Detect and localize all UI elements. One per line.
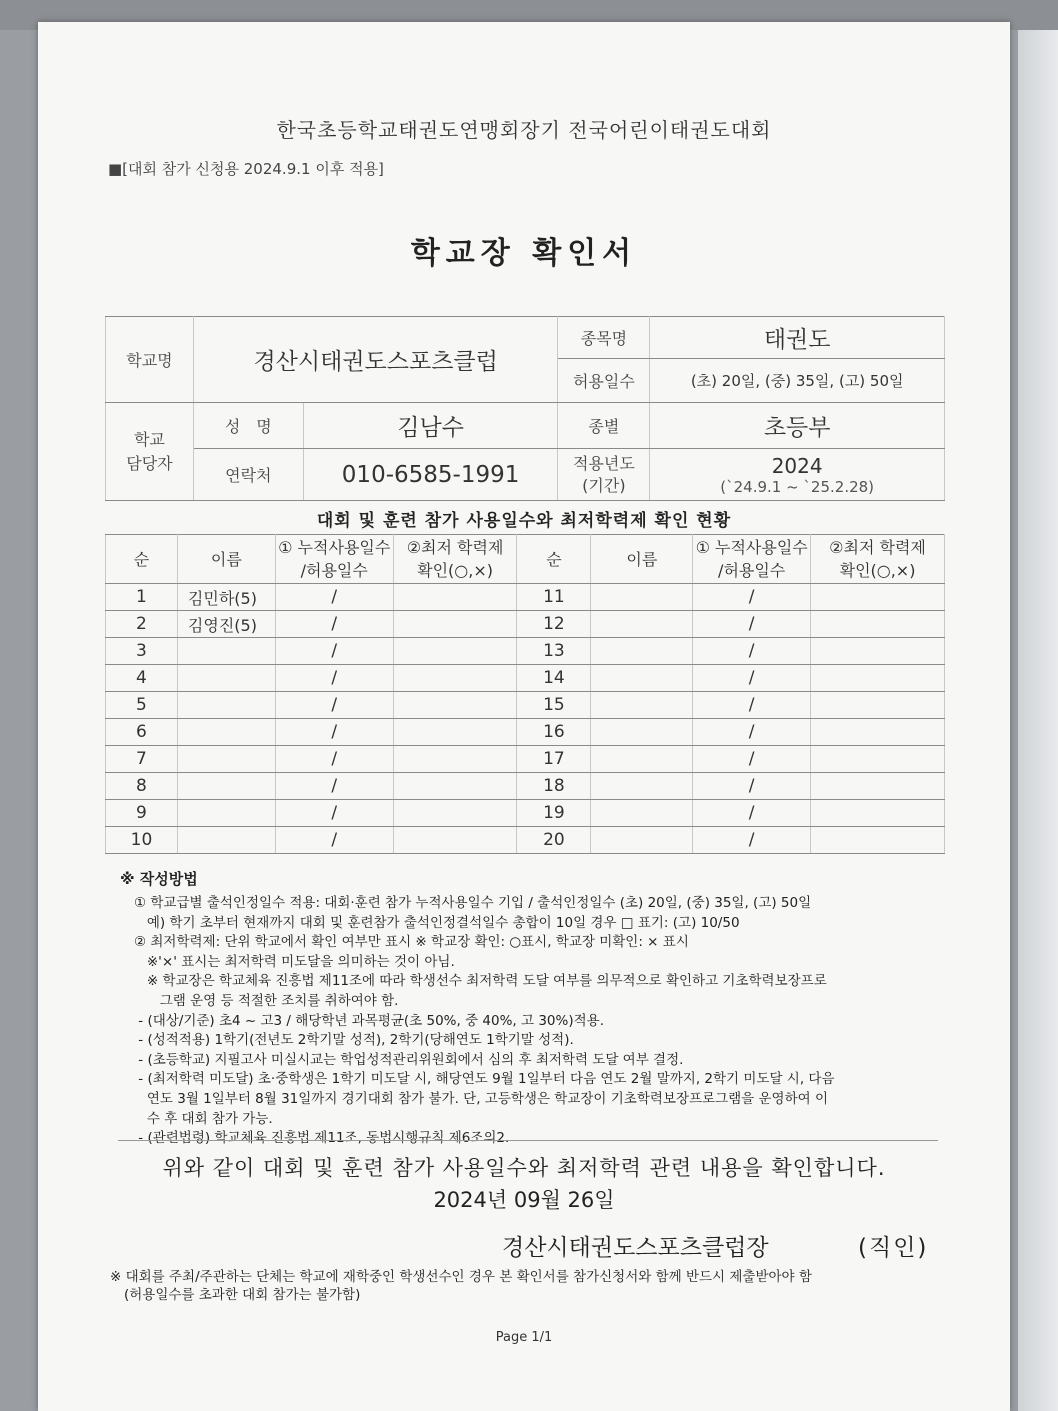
row-check bbox=[811, 611, 945, 638]
row-check bbox=[811, 692, 945, 719]
application-notice: ■[대회 참가 신청용 2024.9.1 이후 적용] bbox=[108, 160, 384, 178]
footnote bbox=[110, 1268, 990, 1304]
row-no: 19 bbox=[517, 800, 591, 827]
participant-status-table bbox=[105, 534, 945, 854]
confirmation-text: 위와 같이 대회 및 훈련 참가 사용일수와 최저학력 관련 내용을 확인합니다. bbox=[162, 1156, 886, 1180]
table-row bbox=[106, 719, 945, 746]
document-page bbox=[38, 22, 1010, 1411]
row-days: / bbox=[693, 692, 811, 719]
manager-label: 학교 담당자 bbox=[106, 403, 194, 501]
table-row bbox=[106, 611, 945, 638]
row-check bbox=[811, 773, 945, 800]
table-row bbox=[106, 746, 945, 773]
row-no: 16 bbox=[517, 719, 591, 746]
row-name bbox=[591, 611, 693, 638]
row-days: / bbox=[693, 638, 811, 665]
row-check bbox=[811, 827, 945, 854]
row-days: / bbox=[693, 719, 811, 746]
col-name-header: 이름 bbox=[177, 535, 275, 584]
row-name: 김영진(5) bbox=[177, 611, 275, 638]
row-name bbox=[177, 800, 275, 827]
row-days: / bbox=[693, 773, 811, 800]
school-name-label: 학교명 bbox=[106, 317, 194, 403]
table-row bbox=[106, 665, 945, 692]
row-name bbox=[177, 746, 275, 773]
row-check bbox=[811, 584, 945, 611]
table-row bbox=[106, 638, 945, 665]
row-days: / bbox=[693, 665, 811, 692]
instruction-line: - (최저학력 미도달) 초·중학생은 1학기 미도달 시, 해당연도 9월 1일부터 다음 연도 2월 말까지, 2학기 미도달 시, 다음 bbox=[134, 1071, 835, 1088]
row-name bbox=[591, 692, 693, 719]
footnote-line: ※ 대회를 주최/주관하는 단체는 학교에 재학중인 학생선수인 경우 본 확인서를 참가신청서와 함께 반드시 제출받아야 함 bbox=[110, 1269, 812, 1285]
row-check bbox=[811, 719, 945, 746]
row-days: / bbox=[693, 584, 811, 611]
allowed-days-label: 허용일수 bbox=[558, 359, 650, 403]
row-no: 18 bbox=[517, 773, 591, 800]
instruction-line: - (대상/기준) 초4 ~ 고3 / 해당학년 과목평균(초 50%, 중 40%, 고 30%)적용. bbox=[134, 1012, 604, 1029]
page-number: Page 1/1 bbox=[495, 1330, 553, 1345]
manager-name-label: 성 명 bbox=[193, 403, 303, 449]
event-value: 태권도 bbox=[650, 317, 945, 359]
row-days: / bbox=[275, 611, 393, 638]
row-check bbox=[393, 773, 517, 800]
row-check bbox=[393, 746, 517, 773]
applied-year-period: (`24.9.1 ~ `25.2.28) bbox=[720, 477, 875, 496]
manager-name-value: 김남수 bbox=[303, 403, 558, 449]
row-check bbox=[393, 584, 517, 611]
row-name bbox=[177, 665, 275, 692]
row-days: / bbox=[275, 692, 393, 719]
row-check bbox=[393, 692, 517, 719]
row-name bbox=[591, 800, 693, 827]
row-no: 13 bbox=[517, 638, 591, 665]
instructions-body bbox=[134, 894, 954, 1149]
row-name bbox=[177, 773, 275, 800]
event-label: 종목명 bbox=[558, 317, 650, 359]
row-no: 9 bbox=[106, 800, 178, 827]
instruction-line: ② 최저학력제: 단위 학교에서 확인 여부만 표시 ※ 학교장 확인: ○표시, 학교장 미확인: × 표시 bbox=[134, 934, 689, 951]
row-check bbox=[811, 746, 945, 773]
applied-year-label: 적용년도 (기간) bbox=[558, 449, 650, 501]
row-no: 20 bbox=[517, 827, 591, 854]
row-no: 10 bbox=[106, 827, 178, 854]
instruction-line: 그램 운영 등 적절한 조치를 취하여야 함. bbox=[134, 992, 399, 1009]
division-label: 종별 bbox=[558, 403, 650, 449]
footnote-line: (허용일수를 초과한 대회 참가는 불가함) bbox=[124, 1287, 361, 1303]
row-check bbox=[811, 638, 945, 665]
row-no: 4 bbox=[106, 665, 178, 692]
row-name bbox=[591, 746, 693, 773]
row-days: / bbox=[275, 800, 393, 827]
row-name bbox=[591, 719, 693, 746]
row-name bbox=[591, 638, 693, 665]
row-no: 8 bbox=[106, 773, 178, 800]
row-days: / bbox=[275, 827, 393, 854]
contact-label: 연락처 bbox=[193, 449, 303, 501]
row-name bbox=[177, 692, 275, 719]
row-name bbox=[591, 665, 693, 692]
col-days-header: ① 누적사용일수 /허용일수 bbox=[693, 535, 811, 584]
row-no: 7 bbox=[106, 746, 178, 773]
applied-year-value: 2024 bbox=[771, 453, 823, 478]
row-days: / bbox=[275, 719, 393, 746]
row-days: / bbox=[693, 611, 811, 638]
row-name bbox=[177, 827, 275, 854]
row-no: 17 bbox=[517, 746, 591, 773]
row-check bbox=[393, 719, 517, 746]
row-check bbox=[811, 665, 945, 692]
instruction-line: ※'×' 표시는 최저학력 미도달을 의미하는 것이 아님. bbox=[134, 953, 455, 970]
table-row bbox=[106, 692, 945, 719]
row-no: 14 bbox=[517, 665, 591, 692]
row-days: / bbox=[275, 773, 393, 800]
col-name-header: 이름 bbox=[591, 535, 693, 584]
col-check-header: ②최저 학력제 확인(○,×) bbox=[811, 535, 945, 584]
row-check bbox=[393, 827, 517, 854]
allowed-days-value: (초) 20일, (중) 35일, (고) 50일 bbox=[650, 359, 945, 403]
school-name-value: 경산시태권도스포츠클럽 bbox=[193, 317, 558, 403]
official-seal-label: (직인) bbox=[858, 1235, 929, 1261]
instruction-line: - (관련법령) 학교체육 진흥법 제11조, 동법시행규칙 제6조의2. bbox=[134, 1130, 510, 1147]
row-days: / bbox=[275, 746, 393, 773]
col-no-header: 순 bbox=[517, 535, 591, 584]
row-no: 3 bbox=[106, 638, 178, 665]
row-no: 5 bbox=[106, 692, 178, 719]
instruction-line: ※ 학교장은 학교체육 진흥법 제11조에 따라 학생선수 최저학력 도달 여부를 의무적으로 확인하고 기초학력보장프로 bbox=[134, 973, 827, 990]
divider bbox=[118, 1140, 938, 1141]
row-check bbox=[811, 800, 945, 827]
table-row bbox=[106, 800, 945, 827]
row-name bbox=[177, 719, 275, 746]
row-no: 1 bbox=[106, 584, 178, 611]
row-days: / bbox=[693, 746, 811, 773]
row-no: 2 bbox=[106, 611, 178, 638]
row-check bbox=[393, 638, 517, 665]
applied-year-cell bbox=[650, 449, 945, 501]
division-value: 초등부 bbox=[650, 403, 945, 449]
row-name bbox=[177, 638, 275, 665]
tournament-header: 한국초등학교태권도연맹회장기 전국어린이태권도대회 bbox=[276, 118, 772, 142]
row-days: / bbox=[693, 800, 811, 827]
col-check-header: ②최저 학력제 확인(○,×) bbox=[393, 535, 517, 584]
row-check bbox=[393, 800, 517, 827]
row-no: 11 bbox=[517, 584, 591, 611]
instruction-line: ① 학교급별 출석인정일수 적용: 대회·훈련 참가 누적사용일수 기입 / 출석인정일수 (초) 20일, (중) 35일, (고) 50일 bbox=[134, 895, 812, 911]
instruction-line: - (초등학교) 지필고사 미실시교는 학업성적관리위원회에서 심의 후 최저학력 도달 여부 결정. bbox=[134, 1051, 684, 1068]
instruction-line: 예) 학기 초부터 현재까지 대회 및 훈련참가 출석인정결석일수 총합이 10일 경우 □ 표기: (고) 10/50 bbox=[134, 914, 740, 931]
instruction-line: 연도 3월 1일부터 8월 31일까지 경기대회 참가 불가. 단, 고등학생은 학교장이 기초학력보장프로그램을 운영하여 이 bbox=[134, 1090, 828, 1107]
row-no: 6 bbox=[106, 719, 178, 746]
row-no: 12 bbox=[517, 611, 591, 638]
document-title: 학교장 확인서 bbox=[410, 236, 638, 271]
instruction-line: 수 후 대회 참가 가능. bbox=[134, 1110, 273, 1127]
instruction-line: - (성적적용) 1학기(전년도 2학기말 성적), 2학기(당해연도 1학기말 성적). bbox=[134, 1032, 574, 1049]
row-days: / bbox=[275, 638, 393, 665]
row-no: 15 bbox=[517, 692, 591, 719]
signer-name: 경산시태권도스포츠클럽장 bbox=[502, 1235, 769, 1261]
school-info-table bbox=[105, 316, 945, 501]
row-name bbox=[591, 584, 693, 611]
col-days-header: ① 누적사용일수 /허용일수 bbox=[275, 535, 393, 584]
row-check bbox=[393, 611, 517, 638]
col-no-header: 순 bbox=[106, 535, 178, 584]
contact-value: 010-6585-1991 bbox=[303, 449, 558, 501]
row-check bbox=[393, 665, 517, 692]
table-row bbox=[106, 584, 945, 611]
instructions-title: ※ 작성방법 bbox=[120, 870, 198, 888]
status-section-title: 대회 및 훈련 참가 사용일수와 최저학력제 확인 현황 bbox=[316, 511, 732, 531]
row-name bbox=[591, 773, 693, 800]
row-days: / bbox=[693, 827, 811, 854]
row-name: 김민하(5) bbox=[177, 584, 275, 611]
row-name bbox=[591, 827, 693, 854]
table-row bbox=[106, 827, 945, 854]
row-days: / bbox=[275, 584, 393, 611]
confirmation-date: 2024년 09월 26일 bbox=[433, 1188, 615, 1212]
row-days: / bbox=[275, 665, 393, 692]
table-row bbox=[106, 773, 945, 800]
underlying-paper bbox=[1018, 30, 1058, 1411]
